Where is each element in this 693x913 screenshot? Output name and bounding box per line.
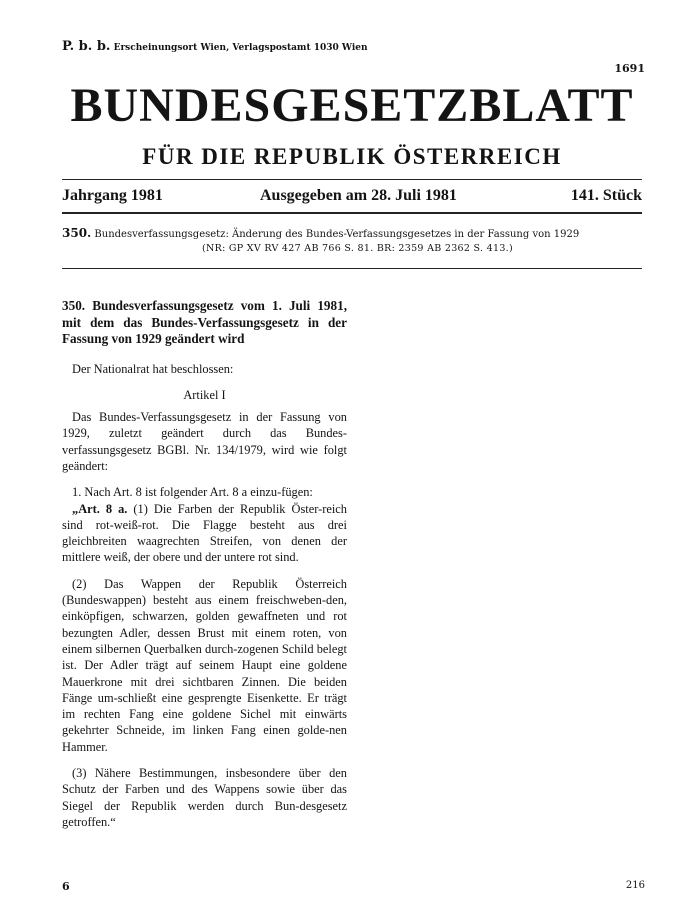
footer-right: 216 xyxy=(625,880,645,891)
art8a-label: „Art. 8 a. xyxy=(72,501,128,516)
enactment-clause: Der Nationalrat hat beschlossen: xyxy=(72,361,234,376)
art8a-paragraph-3: (3) Nähere Bestimmungen, insbesondere über den Schutz der Farben und des Wappens sowie über das Siegel der Republik werden durch Bun-desgesetz getroffen.“ xyxy=(62,766,347,829)
postal-line xyxy=(62,39,368,54)
postal-text: Erscheinungsort Wien, Verlagspostamt 1030 Wien xyxy=(113,43,368,53)
masthead-subtitle: FÜR DIE REPUBLIK ÖSTERREICH xyxy=(142,144,562,169)
footer-left: 6 xyxy=(62,880,70,893)
rule-contents xyxy=(62,268,642,269)
table-of-contents xyxy=(62,226,642,256)
contents-title: Bundesverfassungsgesetz: Änderung des Bundes-Verfassungsgesetzes in der Fassung von 1929 xyxy=(94,229,580,240)
article-heading-text: Bundesverfassungsgesetz vom 1. Juli 1981, mit dem das Bundes-Verfassungsgesetz in der Fassung von 1929 geändert wird xyxy=(62,298,347,346)
postal-mark: P. b. b. xyxy=(62,39,111,54)
art8a-p1-text: (1) Die Farben der Republik Öster-reich sind rot-weiß-rot. Die Flagge besteht aus drei gleichbreiten waagrechten Streifen, von denen der mittlere weiß, der obere und der untere rot sind. xyxy=(62,501,347,565)
issue-piece: 141. Stück xyxy=(570,187,642,204)
issue-date: Ausgegeben am 28. Juli 1981 xyxy=(260,187,457,204)
art8a-paragraph-1 xyxy=(62,501,347,566)
article-number: 350. xyxy=(62,298,86,313)
masthead-title: BUNDESGESETZBLATT xyxy=(70,79,634,132)
issue-row xyxy=(62,187,642,207)
article-heading xyxy=(62,298,347,348)
page-number: 1691 xyxy=(614,62,645,75)
section-title: Artikel I xyxy=(183,387,226,402)
contents-reference: (NR: GP XV RV 427 AB 766 S. 81. BR: 2359 AB 2362 S. 413.) xyxy=(202,243,514,254)
issue-year: Jahrgang 1981 xyxy=(62,187,163,204)
article-column xyxy=(62,298,347,830)
rule-top xyxy=(62,179,642,180)
rule-issue xyxy=(62,212,642,214)
contents-number: 350. xyxy=(62,226,92,240)
intro-paragraph: Das Bundes-Verfassungsgesetz in der Fassung von 1929, zuletzt geändert durch das Bundes-verfassungsgesetz BGBl. Nr. 134/1979, wird wie folgt geändert: xyxy=(62,410,347,473)
art8a-paragraph-2: (2) Das Wappen der Republik Österreich (Bundeswappen) besteht aus einem freischweben-den, einköpfigen, schwarzen, golden gewaffneten und rot bezungten Adler, dessen Brust mit einem roten, von einem silbernen Querbalken durch-zogenen Schild belegt ist. Der Adler trägt auf seinem Haupt eine goldene Mauerkrone mit drei sichtbaren Zinnen. Die beiden Fänge um-schließt eine gesprengte Eisenkette. Er trägt im rechten Fang eine goldene Sichel mit einwärts gekehrter Schneide, im linken Fang einen golde-nen Hammer. xyxy=(62,576,347,754)
item-1: 1. Nach Art. 8 ist folgender Art. 8 a einzu-fügen: xyxy=(72,485,313,500)
